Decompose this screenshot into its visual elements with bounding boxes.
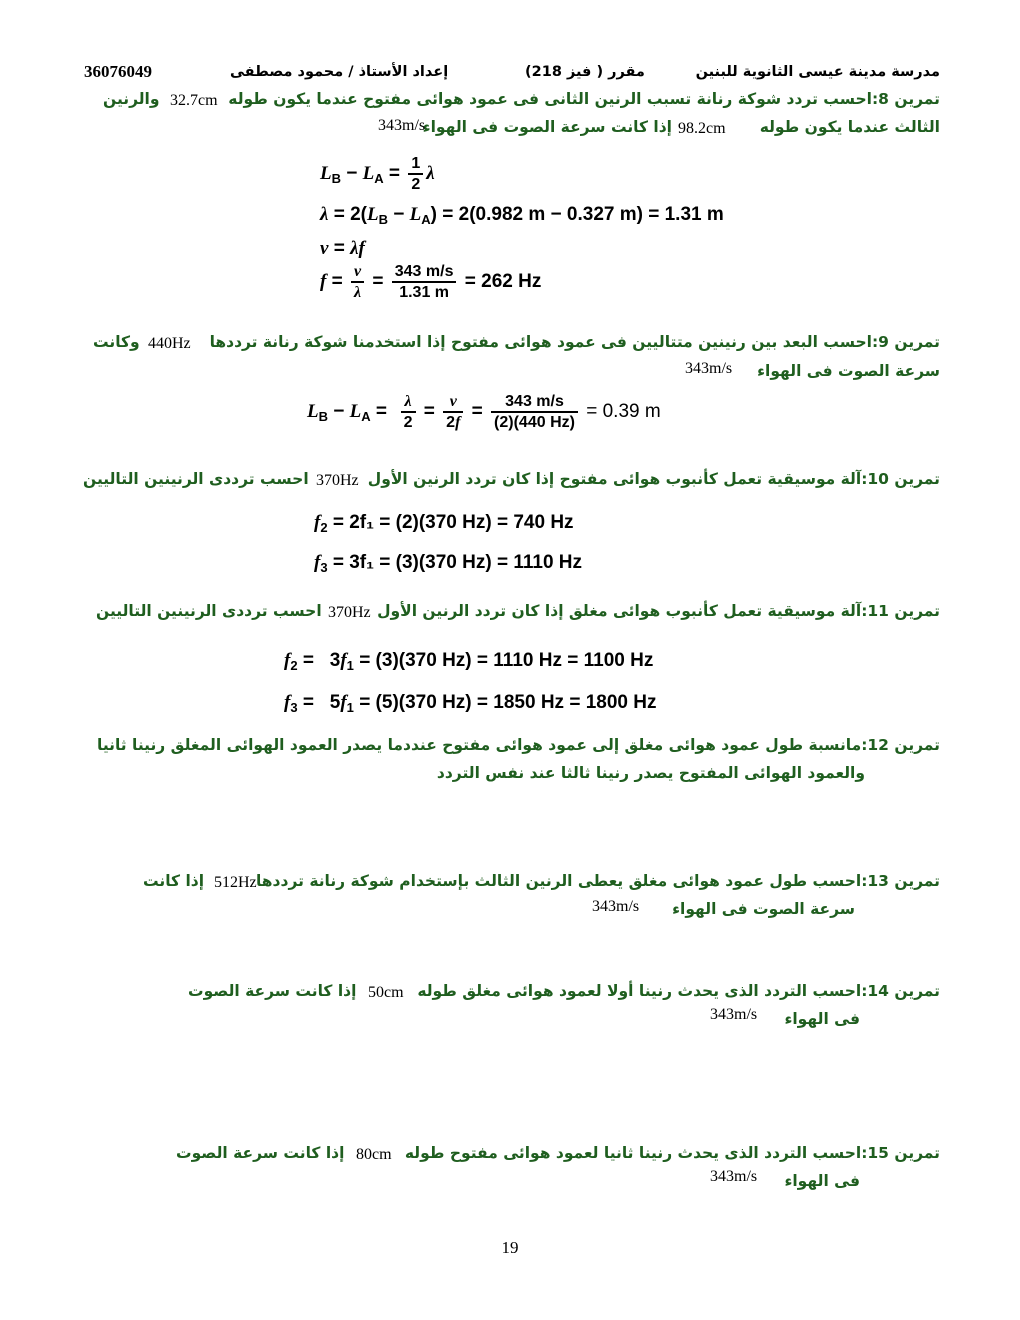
exercise-8-length1: 32.7cm [170,92,218,109]
exercise-14-line1-end: إذا كانت سرعة الصوت [188,982,357,1000]
exercise-13-line1-end: إذا كانت [143,872,205,890]
exercise-10-frequency: 370Hz [316,472,359,489]
exercise-13-speed: 343m/s [592,898,640,915]
solution-8-eq4: f = $\frac{v}{\lambda}$ = $\frac{343 m/s}{1.31 m}$ = 262 Hz [320,263,542,301]
exercise-9-line2: سرعة الصوت فى الهواء [757,362,940,380]
exercise-8-line2: الثالث عندما يكون طوله [759,118,940,136]
exercise-9-line1: تمرين 9:احسب البعد بين رنينين متتاليين فى عمود هوائى مفتوح إذا استخدمنا شوكة رنانة ترددها [209,333,940,351]
exercise-8-speed: 343m/s [378,117,426,134]
header-course: مقرر ( فيز 218) [525,64,645,80]
exercise-15-line1-end: إذا كانت سرعة الصوت [176,1144,345,1162]
exercise-15-speed: 343m/s [710,1168,758,1185]
exercise-13-frequency: 512Hz [214,874,257,891]
exercise-15-length: 80cm [356,1146,392,1163]
header-phone: 36076049 [84,62,152,81]
exercise-8-line1: تمرين 8:احسب تردد شوكة رنانة تسبب الرنين الثانى فى عمود هوائى مفتوح عندما يكون طوله [228,90,940,108]
exercise-12-line2: والعمود الهوائى المفتوح يصدر رنينا ثالثا عند نفس التردد [436,764,865,782]
exercise-11-frequency: 370Hz [328,604,371,621]
header-school: مدرسة مدينة عيسى الثانوية للبنين [695,64,940,80]
solution-11-f3: $f_3 = 5f_1 = (5)(370$ Hz) = 1850 Hz = 1800 Hz [284,692,657,715]
solution-9-eq: $L_B - L_A$ = $\frac{\lambda}{2}$ = $\frac{v}{2f}$ = $\frac{343 m/s}{(2)(440 Hz)}$ = 0.39 m [307,393,661,431]
exercise-13-line2: سرعة الصوت فى الهواء [672,900,855,918]
exercise-8-length2: 98.2cm [678,120,726,137]
exercise-11-line1: تمرين 11:آلة موسيقية تعمل كأنبوب هوائى مغلق إذا كان تردد الرنين الأول [377,602,940,620]
exercise-8-line1-end: والرنين [103,90,160,108]
exercise-10-line1-end: احسب ترددى الرنينين التاليين [83,470,309,488]
exercise-10-line1: تمرين 10:آلة موسيقية تعمل كأنبوب هوائى مفتوح إذا كان تردد الرنين الأول [367,470,940,488]
solution-10-f2: $f_2 = 2f_1 = (2)(370$ Hz) = 740 Hz [314,512,574,535]
header-author: إعداد الأستاذ / محمود مصطفى [230,64,449,80]
exercise-15-line1: تمرين 15:احسب التردد الذى يحدث رنينا ثانيا لعمود هوائى مفتوح طوله [404,1144,940,1162]
page-number: 19 [501,1238,519,1257]
exercise-14-speed: 343m/s [710,1006,758,1023]
exercise-13-line1: تمرين 13:احسب طول عمود هوائى مغلق يعطى الرنين الثالث بإستخدام شوكة رنانة ترددها [255,872,940,890]
solution-8-eq1: $L_B - L_A$ = $\frac{1}{2}$ λ [320,155,435,193]
exercise-14-line2: فى الهواء [784,1010,860,1028]
exercise-9-line1-end: وكانت [93,333,140,351]
exercise-14-length: 50cm [368,984,404,1001]
solution-8-eq3: v = λf [320,238,365,259]
exercise-15-line2: فى الهواء [784,1172,860,1190]
solution-8-eq2: $\lambda = 2(L_B - L_A) = 2(0.982$ m − 0.327 m) = 1.31 m [320,204,724,227]
exercise-14-line1: تمرين 14:احسب التردد الذى يحدث رنينا أولا لعمود هوائى مغلق طوله [417,982,940,1000]
exercise-12-line1: تمرين 12:مانسبة طول عمود هوائى مغلق إلى عمود هوائى مفتوح عنددما يصدر العمود الهوائى المغلق رنينا ثانيا [97,736,940,754]
solution-10-f3: $f_3 = 3f_1 = (3)(370$ Hz) = 1110 Hz [314,552,583,575]
exercise-8-line2-b: إذا كانت سرعة الصوت فى الهواء [422,118,672,136]
solution-11-f2: $f_2 = 3f_1 = (3)(370$ Hz) = 1110 Hz = 1100 Hz [284,650,654,673]
exercise-9-speed: 343m/s [685,360,733,377]
exercise-11-line1-end: احسب ترددى الرنينين التاليين [96,602,322,620]
exercise-9-frequency: 440Hz [148,335,191,352]
